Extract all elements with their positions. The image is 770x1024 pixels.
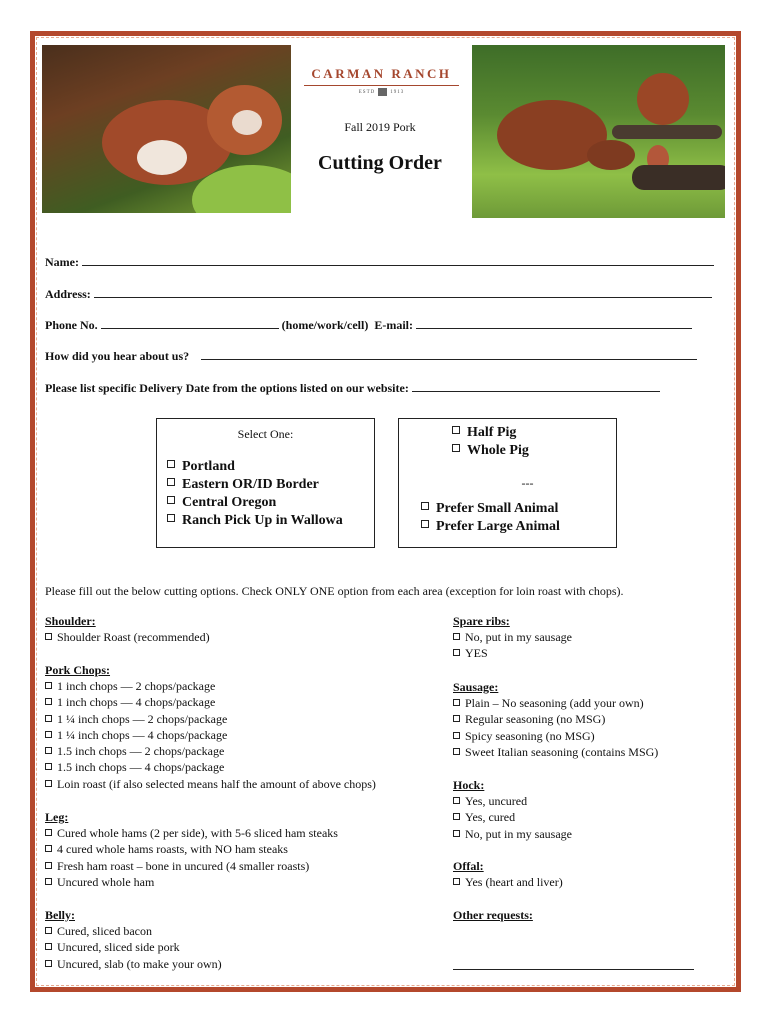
shoulder-section <box>45 613 210 645</box>
option-item[interactable]: Loin roast (if also selected means half the amount of above chops) <box>45 776 376 792</box>
leg-section <box>45 809 338 890</box>
checkbox-icon[interactable] <box>453 715 460 722</box>
checkbox-icon[interactable] <box>45 845 52 852</box>
location-option[interactable]: Ranch Pick Up in Wallowa <box>167 513 343 531</box>
option-item[interactable]: Yes, cured <box>453 809 572 825</box>
checkbox-icon[interactable] <box>167 460 175 468</box>
instructions: Please fill out the below cutting options. Check ONLY ONE option from each area (exception for loin roast with chops). <box>45 584 624 598</box>
size-select-box <box>398 418 617 548</box>
phone-hint: (home/work/cell) <box>281 318 369 332</box>
size-separator: --- <box>521 476 534 490</box>
size-option[interactable]: Prefer Large Animal <box>421 519 560 537</box>
location-option[interactable]: Central Oregon <box>167 495 343 513</box>
log-shape <box>612 125 722 139</box>
option-item[interactable]: Regular seasoning (no MSG) <box>453 711 658 727</box>
option-item[interactable]: Shoulder Roast (recommended) <box>45 629 210 645</box>
checkbox-icon[interactable] <box>45 878 52 885</box>
name-row <box>45 255 714 270</box>
checkbox-icon[interactable] <box>45 715 52 722</box>
pork-chops-section <box>45 662 376 792</box>
checkbox-icon[interactable] <box>45 763 52 770</box>
option-item[interactable]: Yes, uncured <box>453 793 572 809</box>
section-title: Other requests: <box>453 908 533 922</box>
pig-shape <box>137 140 187 175</box>
other-requests-field[interactable] <box>453 969 694 970</box>
section-title: Spare ribs: <box>453 614 510 628</box>
hear-label: How did you hear about us? <box>45 349 190 363</box>
checkbox-icon[interactable] <box>453 830 460 837</box>
checkbox-icon[interactable] <box>453 649 460 656</box>
size-option[interactable]: Prefer Small Animal <box>421 501 560 519</box>
checkbox-icon[interactable] <box>167 478 175 486</box>
checkbox-icon[interactable] <box>45 829 52 836</box>
phone-label: Phone No. <box>45 318 98 332</box>
location-option[interactable]: Portland <box>167 459 343 477</box>
checkbox-icon[interactable] <box>453 699 460 706</box>
option-item[interactable]: 1 inch chops — 4 chops/package <box>45 694 376 710</box>
checkbox-icon[interactable] <box>453 732 460 739</box>
pigs-photo-left <box>42 45 291 213</box>
pigs-photo-right <box>472 45 725 218</box>
option-item[interactable]: Uncured whole ham <box>45 874 338 890</box>
address-row <box>45 287 712 302</box>
checkbox-icon[interactable] <box>45 927 52 934</box>
section-title: Belly: <box>45 908 75 922</box>
checkbox-icon[interactable] <box>45 862 52 869</box>
option-item[interactable]: No, put in my sausage <box>453 826 572 842</box>
option-item[interactable]: Fresh ham roast – bone in uncured (4 smaller roasts) <box>45 858 338 874</box>
hear-field[interactable] <box>201 350 697 360</box>
checkbox-icon[interactable] <box>167 496 175 504</box>
option-item[interactable]: Spicy seasoning (no MSG) <box>453 728 658 744</box>
checkbox-icon[interactable] <box>45 780 52 787</box>
select-one-heading: Select One: <box>237 427 294 441</box>
section-title: Hock: <box>453 778 485 792</box>
logo-name: CARMAN RANCH <box>304 66 459 86</box>
address-field[interactable] <box>94 288 712 298</box>
checkbox-icon[interactable] <box>45 682 52 689</box>
option-item[interactable]: 4 cured whole hams roasts, with NO ham steaks <box>45 841 338 857</box>
option-item[interactable]: Sweet Italian seasoning (contains MSG) <box>453 744 658 760</box>
section-title: Sausage: <box>453 680 499 694</box>
delivery-row <box>45 381 660 396</box>
size-option[interactable]: Whole Pig <box>452 443 529 461</box>
location-options <box>167 459 343 531</box>
belly-section <box>45 907 222 972</box>
checkbox-icon[interactable] <box>45 633 52 640</box>
checkbox-icon[interactable] <box>45 747 52 754</box>
option-item[interactable]: 1.5 inch chops — 2 chops/package <box>45 743 376 759</box>
checkbox-icon[interactable] <box>45 943 52 950</box>
logo-estd: ESTD 1913 <box>304 88 459 96</box>
option-item[interactable]: 1.5 inch chops — 4 chops/package <box>45 759 376 775</box>
pig-shape <box>232 110 262 135</box>
checkbox-icon[interactable] <box>45 960 52 967</box>
checkbox-icon[interactable] <box>453 748 460 755</box>
checkbox-icon[interactable] <box>421 520 429 528</box>
delivery-label: Please list specific Delivery Date from the options listed on our website: <box>45 381 409 395</box>
checkbox-icon[interactable] <box>453 797 460 804</box>
size-option[interactable]: Half Pig <box>452 425 529 443</box>
location-select-box <box>156 418 375 548</box>
section-title: Offal: <box>453 859 484 873</box>
checkbox-icon[interactable] <box>453 813 460 820</box>
ranch-logo <box>304 66 459 96</box>
log-shape <box>632 165 725 190</box>
name-field[interactable] <box>82 256 714 266</box>
section-title: Shoulder: <box>45 614 96 628</box>
size-options <box>452 425 529 461</box>
option-item[interactable]: Cured, sliced bacon <box>45 923 222 939</box>
pig-shape <box>637 73 689 125</box>
option-item[interactable]: Cured whole hams (2 per side), with 5-6 sliced ham steaks <box>45 825 338 841</box>
option-item[interactable]: 1 inch chops — 2 chops/package <box>45 678 376 694</box>
checkbox-icon[interactable] <box>421 502 429 510</box>
address-label: Address: <box>45 287 91 301</box>
section-title: Leg: <box>45 810 69 824</box>
checkbox-icon[interactable] <box>453 878 460 885</box>
hear-row <box>45 349 697 364</box>
checkbox-icon[interactable] <box>45 698 52 705</box>
form-title: Cutting Order <box>318 152 442 174</box>
sausage-section <box>453 679 658 760</box>
hock-section <box>453 777 572 842</box>
name-label: Name: <box>45 255 79 269</box>
option-item[interactable]: 1 ¼ inch chops — 2 chops/package <box>45 711 376 727</box>
form-subtitle: Fall 2019 Pork <box>344 120 416 134</box>
other-requests-section <box>453 907 533 923</box>
offal-section <box>453 858 563 890</box>
option-item[interactable]: YES <box>453 645 572 661</box>
spare-ribs-section <box>453 613 572 662</box>
email-field[interactable] <box>416 319 692 329</box>
option-item[interactable]: Plain – No seasoning (add your own) <box>453 695 658 711</box>
option-item[interactable]: Uncured, sliced side pork <box>45 939 222 955</box>
checkbox-icon[interactable] <box>167 514 175 522</box>
logo-emblem-icon <box>378 88 387 96</box>
checkbox-icon[interactable] <box>45 731 52 738</box>
email-label: E-mail: <box>374 318 413 332</box>
section-title: Pork Chops: <box>45 663 111 677</box>
animal-preference-options <box>421 501 560 537</box>
phone-field[interactable] <box>101 319 279 329</box>
checkbox-icon[interactable] <box>453 633 460 640</box>
option-item[interactable]: No, put in my sausage <box>453 629 572 645</box>
option-item[interactable]: Yes (heart and liver) <box>453 874 563 890</box>
option-item[interactable]: 1 ¼ inch chops — 4 chops/package <box>45 727 376 743</box>
checkbox-icon[interactable] <box>452 444 460 452</box>
phone-row <box>45 318 692 333</box>
pig-shape <box>587 140 635 170</box>
option-item[interactable]: Uncured, slab (to make your own) <box>45 956 222 972</box>
checkbox-icon[interactable] <box>452 426 460 434</box>
location-option[interactable]: Eastern OR/ID Border <box>167 477 343 495</box>
delivery-field[interactable] <box>412 382 660 392</box>
